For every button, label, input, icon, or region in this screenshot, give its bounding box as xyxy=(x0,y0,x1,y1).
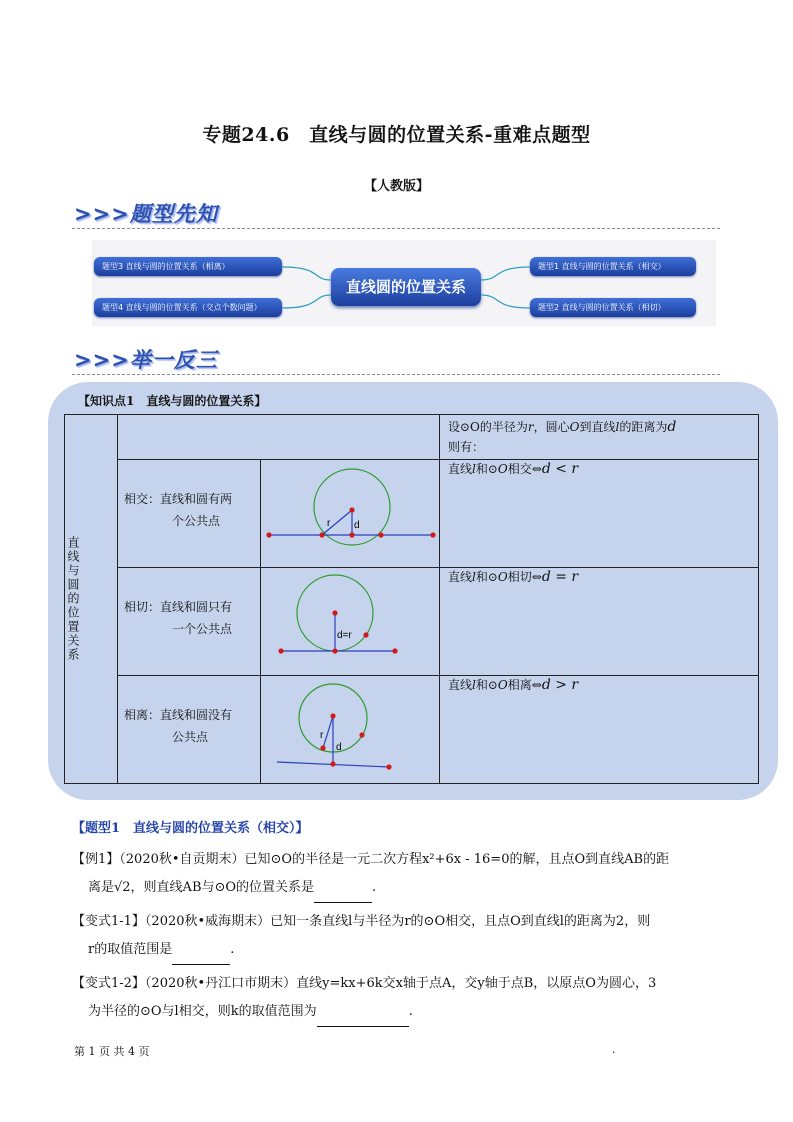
distance-label: d xyxy=(336,742,342,753)
variant-1-2 xyxy=(72,970,732,1027)
variant-1-1 xyxy=(72,908,732,965)
example-1-line1: 【例1】（2020秋•自贡期末）已知⊙O的半径是一元二次方程x²+6x - 16=0的解，且点O到直线AB的距 xyxy=(72,852,670,867)
tangent-figure-cell xyxy=(261,568,440,676)
intersect-figure xyxy=(261,460,439,564)
intro-cell: 设⊙O的半径为r，圆心O到直线l的距离为d 则有： xyxy=(440,415,759,460)
side-label: 直线与圆的位置关系 xyxy=(66,536,80,662)
empty-cell xyxy=(118,415,440,460)
answer-blank xyxy=(172,936,230,965)
center-point xyxy=(332,610,337,615)
radius-label: r xyxy=(320,730,324,741)
mindmap-center-node: 直线圆的位置关系 xyxy=(331,268,481,306)
topic1-heading: 【题型1 直线与圆的位置关系（相交）】 xyxy=(72,821,309,836)
center-point xyxy=(349,507,354,512)
divider xyxy=(72,374,720,375)
variant-1-2-line2: 为半径的⊙O与l相交，则k的取值范围为 . xyxy=(72,998,732,1027)
section-practice-heading: >>>举一反三 xyxy=(74,348,218,372)
distance-label: d=r xyxy=(337,630,352,641)
separate-figure-cell xyxy=(261,676,440,784)
separate-figure xyxy=(261,676,439,780)
section-preview-heading: >>>题型先知 xyxy=(74,202,218,226)
knowledge-title: 【知识点1 直线与圆的位置关系】 xyxy=(78,394,267,408)
separate-desc-cell: 相离：直线和圆没有 公共点 xyxy=(118,676,261,784)
tangent-figure xyxy=(261,568,439,672)
answer-blank xyxy=(314,874,372,903)
center-point xyxy=(330,713,335,718)
radius-label: r xyxy=(327,518,331,529)
tangent-desc-cell: 相切：直线和圆只有 一个公共点 xyxy=(118,568,261,676)
intersect-desc-cell: 相交：直线和圆有两 个公共点 xyxy=(118,460,261,568)
variant-1-1-line1: 【变式1-1】（2020秋•威海期末）已知一条直线l与半径为r的⊙O相交，且点O到直线l的距离为2，则 xyxy=(72,914,651,929)
page-title: 专题24.6 直线与圆的位置关系-重难点题型 xyxy=(202,124,591,146)
separate-relation-cell: 直线 l 和⊙ O 相离⇔ d > r xyxy=(440,676,759,784)
mindmap-node-topic3: 题型3 直线与圆的位置关系（相离） xyxy=(94,257,282,276)
example-1 xyxy=(72,846,732,903)
variant-1-2-line1: 【变式1-2】（2020秋•丹江口市期末）直线y=kx+6k交x轴于点A，交y轴于点B，以原点O为圆心，3 xyxy=(72,976,657,991)
footer-dot: . xyxy=(612,1043,616,1056)
divider xyxy=(72,228,720,229)
mindmap-node-topic4: 题型4 直线与圆的位置关系（交点个数问题） xyxy=(94,298,282,317)
topic1-heading-block xyxy=(72,815,732,843)
mindmap-node-topic2: 题型2 直线与圆的位置关系（相切） xyxy=(530,298,696,317)
intersect-relation-cell: 直线 l 和⊙ O 相交⇔ d < r xyxy=(440,460,759,568)
side-label-cell xyxy=(65,415,118,784)
example-1-line2: 离是√2，则直线AB与⊙O的位置关系是 . xyxy=(72,874,732,903)
mindmap-node-topic1: 题型1 直线与圆的位置关系（相交） xyxy=(530,257,696,276)
variant-1-1-line2: r的取值范围是 . xyxy=(72,936,732,965)
distance-label: d xyxy=(354,520,360,531)
page-number: 第 1 页 共 4 页 xyxy=(74,1045,150,1058)
knowledge-table xyxy=(64,414,759,784)
answer-blank xyxy=(317,998,409,1027)
edition-label: 【人教版】 xyxy=(363,179,429,194)
intersect-figure-cell xyxy=(261,460,440,568)
tangent-relation-cell: 直线 l 和⊙ O 相切⇔ d = r xyxy=(440,568,759,676)
